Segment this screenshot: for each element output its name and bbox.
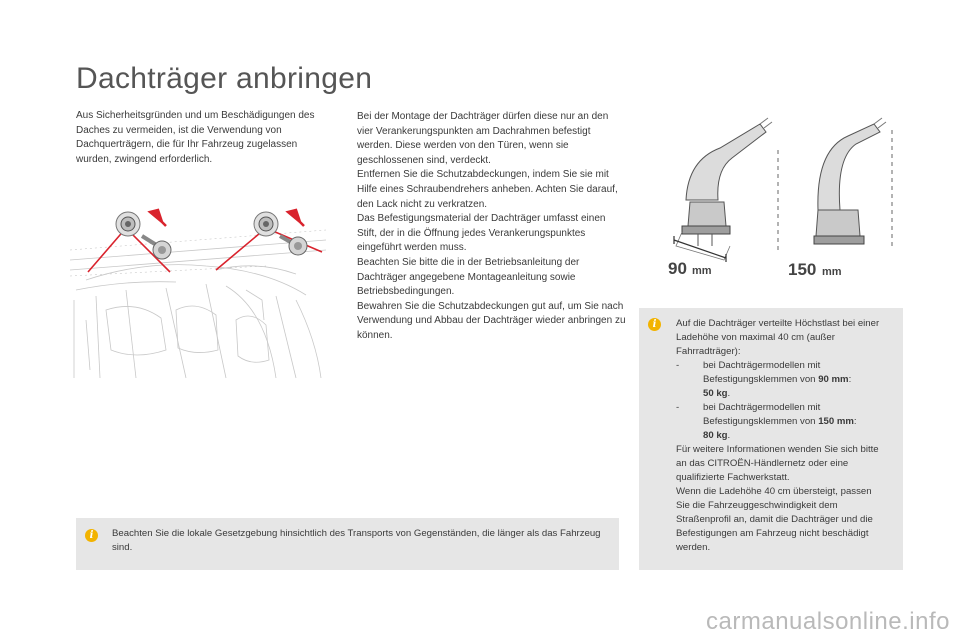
main-paragraph-5: Bewahren Sie die Schutzabdeckungen gut auf, um Sie nach Verwendung und Abbau der Dachträger wieder anbringen zu können. [357, 300, 626, 341]
watermark: carmanualsonline.info [706, 608, 950, 635]
roof-rack-clamp-illustration [668, 110, 900, 290]
load-info-intro: Auf die Dachträger verteilte Höchstlast bei einer Ladehöhe von maximal 40 cm (außer Fahrradträger): [676, 318, 880, 357]
legislation-info-box [76, 518, 619, 570]
load-value-90: 50 kg [703, 388, 728, 399]
clamp-90-value: 90 [668, 259, 687, 278]
clamp-150-value: 150 [788, 260, 817, 279]
clamp-90mm [674, 118, 778, 262]
speed-warning: Wenn die Ladehöhe 40 cm übersteigt, passen Sie die Fahrzeuggeschwindigkeit dem Straßenprofil an, damit die Dachträger und die Befestigungen am Fahrzeug nicht beschädigt werden. [676, 486, 873, 553]
main-paragraph-4: Beachten Sie bitte die in der Betriebsanleitung der Dachträger angegebene Montageanleitung sowie Betriebsbedingungen. [357, 256, 580, 298]
main-instructions [357, 110, 627, 344]
info-icon: i [648, 318, 661, 331]
load-value-150: 80 kg [703, 430, 728, 441]
load-list-item-150: - bei Dachträgermodellen mit Befestigungsklemmen von 150 mm: 80 kg. [676, 402, 857, 441]
load-info-box [639, 308, 903, 570]
load-list-item-90: - bei Dachträgermodellen mit Befestigungsklemmen von 90 mm: 50 kg. [676, 360, 852, 399]
main-paragraph-3: Das Befestigungsmaterial der Dachträger umfasst einen Stift, der in die Öffnung jedes Verankerungspunktes eingeführt werden muss. [357, 213, 606, 254]
clamp-150mm [814, 118, 892, 250]
intro-paragraph: Aus Sicherheitsgründen und um Beschädigungen des Daches zu vermeiden, ist die Verwendung von Dachquerträgern, die für Ihr Fahrzeug zugelassen wurden, zwingend erforderlich. [76, 110, 315, 165]
dealer-info: Für weitere Informationen wenden Sie sich bitte an das CITROËN-Händlernetz oder eine qualifizierte Fachwerkstatt. [676, 444, 879, 483]
page-title: Dachträger anbringen [76, 62, 373, 95]
main-paragraph-1: Bei der Montage der Dachträger dürfen diese nur an den vier Verankerungspunkten am Dachrahmen befestigt werden. Diese werden von den Türen, wenn sie geschlossenen sind, verdeckt. [357, 111, 609, 166]
clamp-150-unit: mm [822, 266, 842, 278]
car-roof-anchor-illustration [66, 200, 330, 380]
anchor-point-left [116, 212, 171, 259]
load-info-content [676, 317, 888, 555]
clamp-90-unit: mm [692, 265, 712, 277]
main-paragraph-2: Entfernen Sie die Schutzabdeckungen, indem Sie sie mit Hilfe eines Schraubendrehers anheben. Achten Sie darauf, den Lack nicht zu verkratzen. [357, 169, 618, 210]
info-icon: i [85, 529, 98, 542]
arrow-left-icon [150, 210, 166, 226]
legislation-text: Beachten Sie die lokale Gesetzgebung hinsichtlich des Transports von Gegenständen, die länger als das Fahrzeug sind. [112, 528, 601, 553]
arrow-right-icon [288, 210, 304, 226]
